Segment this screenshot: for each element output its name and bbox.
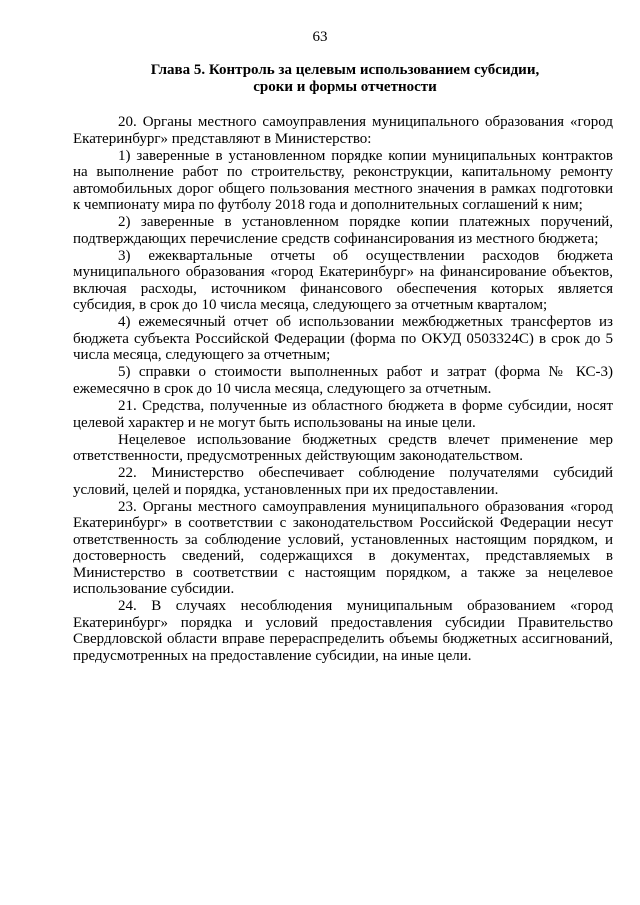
list-item-1: 1) заверенные в установленном порядке копии муниципальных контрактов на выполнение работ по строительству, реконструкции, капитальному ремонту автомобильных дорог общего пользования местного значения в рамках подготовки к чемпионату мира по футболу 2018 года и дополнительных соглашений к ним; bbox=[73, 147, 613, 214]
paragraph-24: 24. В случаях несоблюдения муниципальным образованием «город Екатеринбург» порядка и условий предоставления субсидии Правительство Свердловской области вправе перераспределить объемы бюджетных ассигнований, предусмотренных на предоставление субсидии, на иные цели. bbox=[73, 598, 613, 664]
document-body bbox=[73, 114, 613, 665]
paragraph-20: 20. Органы местного самоуправления муниципального образования «город Екатеринбург» представляют в Министерство: bbox=[73, 114, 613, 147]
chapter-title-line-1: Глава 5. Контроль за целевым использованием субсидии, bbox=[150, 62, 540, 78]
chapter-title bbox=[80, 62, 610, 96]
paragraph-23: 23. Органы местного самоуправления муниципального образования «город Екатеринбург» в соответствии с законодательством Российской Федерации несут ответственность за соблюдение условий, установленных настоящим порядком, и достоверность сведений, содержащихся в документах, представляемых в Министерство в соответствии с настоящим порядком, а также за нецелевое использование субсидии. bbox=[73, 498, 613, 598]
paragraph-21: 21. Средства, полученные из областного бюджета в форме субсидии, носят целевой характер и не могут быть использованы на иные цели. bbox=[73, 398, 613, 431]
page-number: 63 bbox=[312, 29, 328, 45]
list-item-3: 3) ежеквартальные отчеты об осуществлении расходов бюджета муниципального образования «город Екатеринбург» на финансирование объектов, включая расходы, источником финансового обеспечения которых является субсидия, в срок до 10 числа месяца, следующего за отчетным кварталом; bbox=[73, 247, 613, 314]
list-item-4: 4) ежемесячный отчет об использовании межбюджетных трансфертов из бюджета субъекта Российской Федерации (форма по ОКУД 0503324С) в срок до 5 числа месяца, следующего за отчетным; bbox=[73, 314, 613, 364]
chapter-title-line-2: сроки и формы отчетности bbox=[253, 79, 437, 95]
paragraph-21-continued: Нецелевое использование бюджетных средств влечет применение мер ответственности, предусмотренных действующим законодательством. bbox=[73, 431, 613, 465]
paragraph-22: 22. Министерство обеспечивает соблюдение получателями субсидий условий, целей и порядка, установленных при их предоставлении. bbox=[73, 465, 613, 498]
list-item-5: 5) справки о стоимости выполненных работ и затрат (форма № КС-3) ежемесячно в срок до 10 числа месяца, следующего за отчетным. bbox=[73, 364, 613, 397]
list-item-2: 2) заверенные в установленном порядке копии платежных поручений, подтверждающих перечисление средств софинансирования из местного бюджета; bbox=[73, 214, 613, 247]
